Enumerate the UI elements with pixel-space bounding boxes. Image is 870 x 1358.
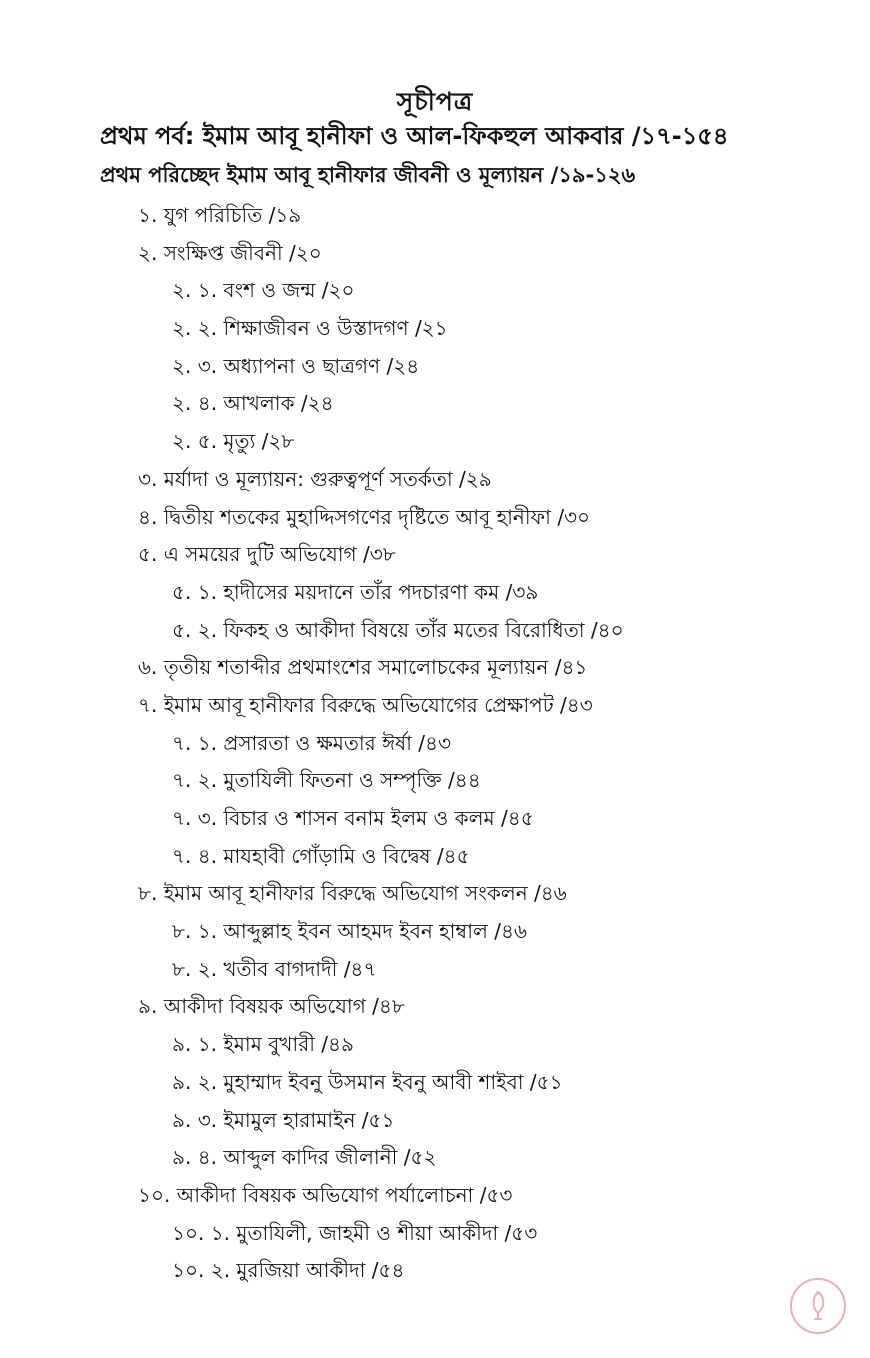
toc-entry: ২. সংক্ষিপ্ত জীবনী /২০ [138,240,322,265]
toc-subentry: ৭. ১. প্রসারতা ও ক্ষমতার ঈর্ষা /৪৩ [172,730,452,755]
toc-entry: ৩. মর্যাদা ও মূল্যায়ন: গুরুত্বপূর্ণ সতর্কতা /২৯ [138,466,492,491]
toc-subentry: ৭. ২. মুতাযিলী ফিতনা ও সম্পৃক্তি /৪৪ [172,768,481,793]
toc-entry: ১০. আকীদা বিষয়ক অভিযোগ পর্যালোচনা /৫৩ [138,1182,513,1207]
toc-subentry: ৫. ১. হাদীসের ময়দানে তাঁর পদচারণা কম /৩৯ [172,579,539,604]
toc-subentry: ২. ১. বংশ ও জন্ম /২০ [172,278,355,303]
toc-subentry: ৭. ৩. বিচার ও শাসন বনাম ইলম ও কলম /৪৫ [172,806,534,830]
toc-entry: ৫. এ সময়ের দুটি অভিযোগ /৩৮ [138,542,396,567]
toc-subentry: ৯. ৪. আব্দুল কাদির জীলানী /৫২ [172,1145,437,1170]
toc-subentry: ১০. ১. মুতাযিলী, জাহমী ও শীয়া আকীদা /৫৩ [172,1220,538,1245]
toc-subentry: ৯. ১. ইমাম বুখারী /৪৯ [172,1032,354,1057]
page-title: সূচীপত্র [396,87,474,116]
toc-entry: ৪. দ্বিতীয় শতকের মুহাদ্দিসগণের দৃষ্টিতে আবূ হানীফা /৩০ [138,504,591,529]
toc-subentry: ৮. ২. খতীব বাগদাদী /৪৭ [172,956,377,981]
toc-subentry: ৭. ৪. মাযহাবী গোঁড়ামি ও বিদ্বেষ /৪৫ [172,843,470,868]
toc-entry: ৮. ইমাম আবূ হানীফার বিরুদ্ধে অভিযোগ সংকলন /৪৬ [138,881,567,906]
quill-logo-icon [803,1289,833,1323]
toc-entry: ৯. আকীদা বিষয়ক অভিযোগ /৪৮ [138,994,405,1019]
chapter-heading: প্রথম পরিচ্ছেদ ইমাম আবূ হানীফার জীবনী ও মূল্যায়ন /১৯-১২৬ [100,163,636,187]
toc-subentry: ৫. ২. ফিকহ ও আকীদা বিষয়ে তাঁর মতের বিরোধিতা /৪০ [172,617,624,642]
toc-subentry: ৯. ২. মুহাম্মাদ ইবনু উসমান ইবনু আবী শাইবা /৫১ [172,1069,563,1094]
toc-subentry: ৯. ৩. ইমামুল হারামাইন /৫১ [172,1107,395,1132]
toc-list [0,197,870,1290]
toc-entry: ৬. তৃতীয় শতাব্দীর প্রথমাংশের সমালোচকের মূল্যায়ন /৪১ [138,655,588,680]
publisher-logo-icon [790,1278,846,1334]
toc-entry: ৭. ইমাম আবূ হানীফার বিরুদ্ধে অভিযোগের প্রেক্ষাপট /৪৩ [138,692,593,717]
part-heading: প্রথম পর্ব: ইমাম আবূ হানীফা ও আল-ফিকহুল আকবার /১৭-১৫৪ [100,122,729,150]
toc-subentry: ২. ৩. অধ্যাপনা ও ছাত্রগণ /২৪ [172,353,420,378]
toc-entry: ১. যুগ পরিচিতি /১৯ [138,203,302,227]
toc-subentry: ২. ৪. আখলাক /২৪ [172,391,334,416]
toc-subentry: ১০. ২. মুরজিয়া আকীদা /৫৪ [172,1258,405,1283]
toc-subentry: ২. ৫. মৃত্যু /২৮ [172,429,295,454]
toc-subentry: ২. ২. শিক্ষাজীবন ও উস্তাদগণ /২১ [172,316,448,341]
toc-subentry: ৮. ১. আব্দুল্লাহ ইবন আহমদ ইবন হাম্বাল /৪৬ [172,919,527,944]
